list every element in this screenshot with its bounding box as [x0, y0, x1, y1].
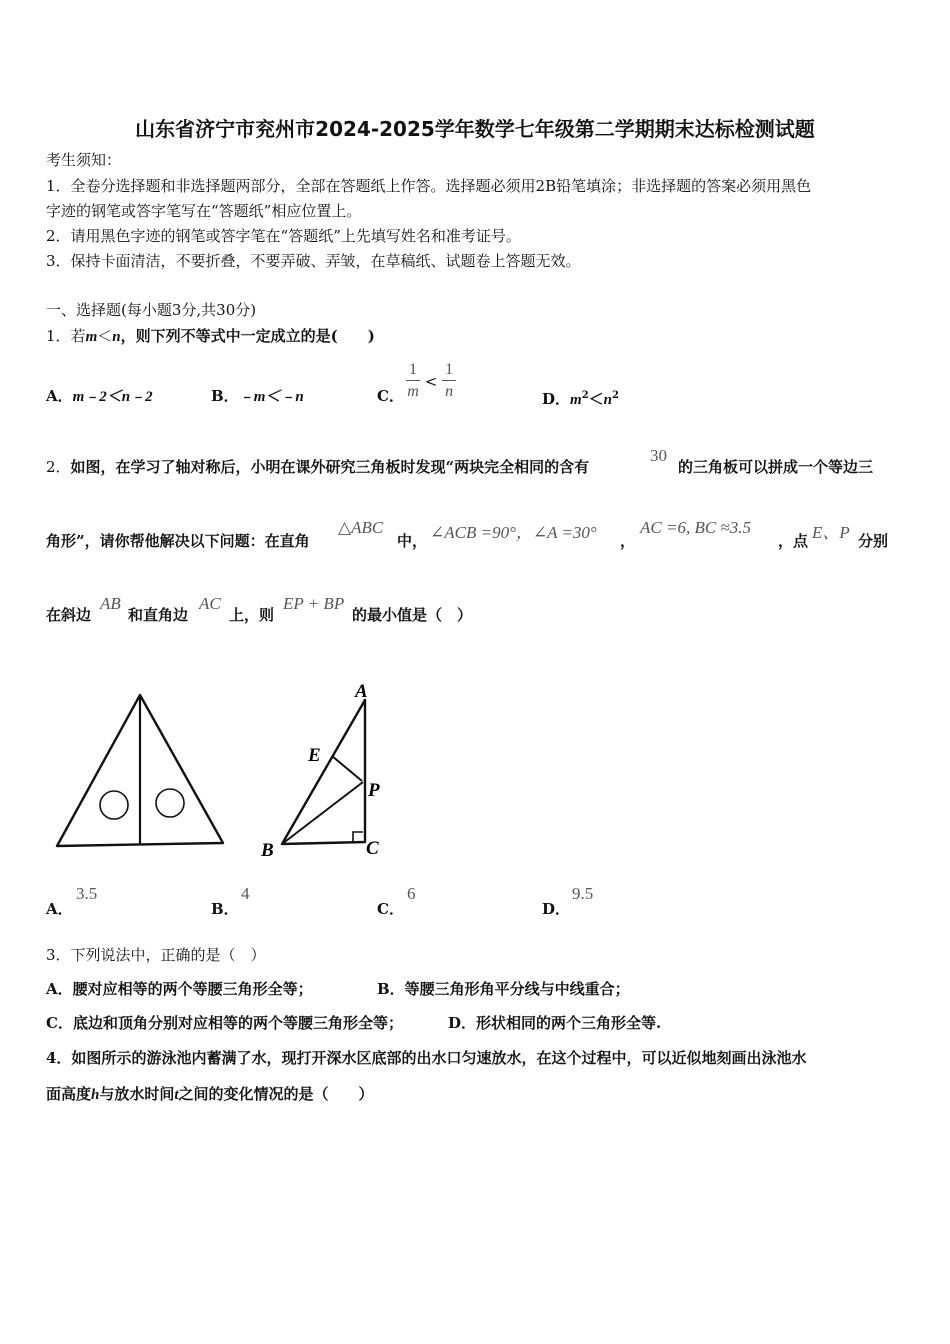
option-a-label: A． — [46, 900, 73, 918]
fraction-1-over-n: $\frac{1}{n}$ — [442, 360, 456, 403]
fraction-1-over-m: $\frac{1}{m}$ — [407, 361, 419, 400]
question-4-line-1: 4．如图所示的游泳池内蓄满了水，现打开深水区底部的出水口匀速放水，在这个过程中，可以近似地刻画出泳池水 — [46, 1049, 807, 1067]
less-than-sign: ＜ — [97, 327, 113, 345]
variable-n: n — [112, 329, 121, 345]
question-3-stem: 3．下列说法中，正确的是（ ） — [46, 946, 266, 964]
question-2-text: 的最小值是（ ） — [352, 606, 473, 624]
option-d: D．形状相同的两个三角形全等. — [448, 1014, 662, 1032]
option-b: B．等腰三角形角平分线与中线重合； — [377, 980, 630, 998]
less-than-sign: < — [424, 372, 438, 391]
exponent: 2 — [612, 390, 619, 401]
option-c-label: C． — [377, 900, 404, 918]
question-2-text: ， — [620, 532, 636, 550]
variable-m: m — [85, 329, 98, 345]
question-2-text: 分别 — [858, 532, 889, 550]
angle-values: ∠ACB =90°，∠A =30° — [430, 523, 597, 542]
label-a: A — [355, 681, 368, 702]
option-d — [542, 386, 619, 410]
question-2-line-1 — [46, 457, 589, 477]
question-1-stem — [46, 326, 375, 347]
notice-item-1-line-1: 1．全卷分选择题和非选择题两部分，全部在答题纸上作答。选择题必须用2B铅笔填涂；非选择题的答案必须用黑色 — [46, 177, 812, 195]
question-text: 与放水时间 — [99, 1085, 175, 1103]
option-c-label: C． — [377, 387, 404, 405]
option-label: D． — [542, 390, 571, 408]
right-triangle-figure — [255, 676, 395, 866]
label-e: E — [308, 745, 321, 766]
variable-t: t — [174, 1087, 179, 1103]
option-c: C．底边和顶角分别对应相等的两个等腰三角形全等； — [46, 1014, 403, 1032]
option-c-value: 6 — [407, 884, 416, 903]
question-2-text: 和直角边 — [128, 606, 189, 624]
variable-n: n — [603, 392, 613, 408]
option-b — [211, 386, 304, 407]
option-a — [46, 386, 153, 407]
option-b-value: 4 — [241, 884, 250, 903]
question-text: ，则下列不等式中一定成立的是( ) — [120, 327, 375, 345]
option-d-value: 9.5 — [572, 884, 594, 903]
notice-item-1-line-2: 字迹的钢笔或答字笔写在“答题纸”相应位置上。 — [46, 202, 362, 220]
exponent: 2 — [581, 390, 589, 401]
option-c-expression — [406, 360, 456, 403]
section-heading: 一、选择题(每小题3分,共30分) — [46, 301, 257, 319]
option-d-label: D． — [542, 900, 571, 918]
side-lengths: AC =6, BC ≈3.5 — [640, 518, 751, 537]
points-e-p: E、P — [812, 523, 850, 542]
option-a: A．腰对应相等的两个等腰三角形全等； — [46, 980, 313, 998]
less-than-sign: ＜ — [588, 390, 604, 408]
notice-item-3: 3．保持卡面清洁，不要折叠，不要弄破、弄皱，在草稿纸、试题卷上答题无效。 — [46, 252, 581, 270]
question-2-text: ，点 — [778, 532, 809, 550]
option-label: B． — [211, 387, 239, 405]
notice-heading: 考生须知： — [46, 151, 122, 169]
label-b: B — [261, 840, 274, 861]
question-4-line-2 — [46, 1084, 374, 1105]
question-number: 1． — [46, 327, 71, 345]
question-text: 之间的变化情况的是（ ） — [178, 1085, 374, 1103]
question-2-line-1-end: 的三角板可以拼成一个等边三 — [678, 458, 874, 476]
angle-30: 30 — [650, 446, 667, 465]
variable-m: m — [570, 392, 582, 408]
page-title: 山东省济宁市兖州市2024-2025学年数学七年级第二学期期末达标检测试题 — [135, 117, 815, 141]
question-text: 如图，在学习了轴对称后，小明在课外研究三角板时发现“两块完全相同的含有 — [70, 458, 590, 476]
segment-ac: AC — [199, 594, 221, 613]
notice-item-2: 2．请用黑色字迹的钢笔或答字笔在“答题纸”上先填写姓名和准考证号。 — [46, 227, 521, 245]
question-2-text: 中， — [397, 532, 428, 550]
expression-ep-bp: EP + BP — [283, 594, 345, 613]
option-label: A． — [46, 387, 73, 405]
label-c: C — [366, 838, 379, 859]
question-2-text: 上，则 — [229, 606, 275, 624]
question-text: 面高度 — [46, 1085, 92, 1103]
segment-ab: AB — [100, 594, 121, 613]
equilateral-triangle-figure — [50, 690, 230, 852]
label-p: P — [368, 780, 380, 801]
question-2-line-3-start: 在斜边 — [46, 606, 92, 624]
variable-h: h — [91, 1087, 100, 1103]
option-b-label: B． — [211, 900, 239, 918]
question-text: 若 — [70, 327, 86, 345]
option-text: ﹣m＜﹣n — [238, 389, 304, 405]
option-a-value: 3.5 — [76, 884, 98, 903]
option-text: m﹣2＜n﹣2 — [72, 389, 153, 405]
triangle-abc: △ABC — [338, 518, 384, 537]
question-number: 2． — [46, 458, 71, 476]
question-2-line-2-start: 角形”，请你帮他解决以下问题：在直角 — [46, 532, 310, 550]
